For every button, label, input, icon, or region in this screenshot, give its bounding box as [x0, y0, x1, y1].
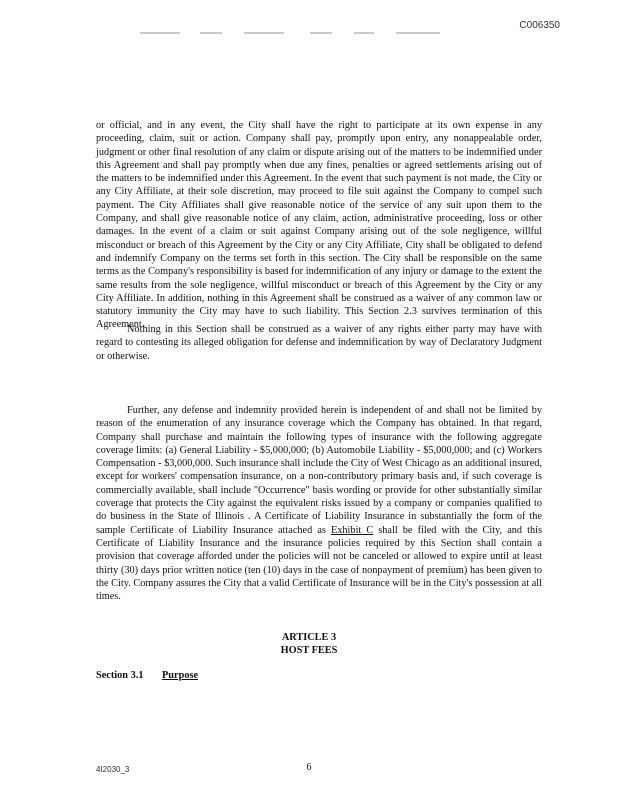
indemnification-paragraph: or official, and in any event, the City shall have the right to participate at its own expense in any proceeding, claim, suit or action. Company shall pay, promptly upon entry, any nonappealable order, judgment or other final resolution of any claim or dispute arising out of the matters to be indemnified under this Agreement and shall pay promptly when due any fines, penalties or agreed settlements arising out of the matters to be indemnified under this Agreement. In the event that such payment is not made, the City or any City Affiliate, at their sole discretion, may proceed to file suit against the Company to compel such payment. The City Affiliates shall give reasonable notice of the service of any suit upon them to the Company, and shall give reasonable notice of any claim, action, administrative proceeding, loss or other damages. In the event of a claim or suit against Company arising out of the sole negligence, willful misconduct or breach of this Agreement by the City or any City Affiliate, City shall be obligated to defend and indemnify Company on the terms set forth in this section. The City shall be responsible on the same terms as the Company's responsibility is based for indemnification of any injury or damage to the extent the same results from the sole negligence, willful misconduct or breach of this Agreement by the City or any City Affiliate. In addition, nothing in this Agreement shall be construed as a waiver of any common law or statutory immunity the City may have to such liability. This Section 2.3 survives termination of this Agreement.	[96, 120, 542, 331]
scan-header-marks	[140, 30, 440, 36]
exhibit-reference: Exhibit C	[330, 524, 374, 536]
insurance-paragraph	[96, 404, 542, 603]
article-number: ARTICLE 3	[281, 632, 337, 643]
article-title: HOST FEES	[280, 645, 338, 656]
section-title: Purpose	[162, 670, 199, 681]
bates-number: C006350	[519, 20, 560, 31]
declaratory-judgment-paragraph: Nothing in this Section shall be construed as a waiver of any rights either party may have with regard to contesting its alleged obligation for defense and indemnification by way of Declaratory Judgment or otherwise.	[96, 324, 542, 362]
section-heading	[96, 670, 198, 681]
page-number: 6	[306, 762, 312, 773]
document-id: 4I2030_3	[96, 765, 130, 774]
insurance-paragraph-part-2: shall be filed with the City, and this Certificate of Liability Insurance and the insurance policies required by this Section shall contain a provision that coverage afforded under the policies will not be canceled or allowed to expire until at least thirty (30) days prior written notice (ten (10) days in the case of nonpayment of premium) has been given to the City. Company assures the City that a valid Certificate of Insurance will be in the City's possession at all times.	[96, 524, 542, 603]
section-number: Section 3.1	[96, 670, 144, 681]
insurance-paragraph-part-1: Further, any defense and indemnity provided herein is independent of and shall not be limited by reason of the enumeration of any insurance coverage which the Company has obtained. In that regard, Company shall purchase and maintain the following types of insurance with the following aggregate coverage limits: (a) General Liability - $5,000,000; (b) Automobile Liability - $5,000,000; and (c) Workers Compensation - $3,000,000. Such insurance shall include the City of West Chicago as an additional insured, except for workers' compensation insurance, on a non-contributory primary basis and, if such coverage is commercially available, shall include "Occurrence" basis wording or provide for other substantially similar coverage that protects the City against the equivalent risks issued by a company or companies qualified to do business in the State of Illinois . A Certificate of Liability Insurance in substantially the form of the sample Certificate of Liability Insurance attached as	[96, 405, 542, 536]
